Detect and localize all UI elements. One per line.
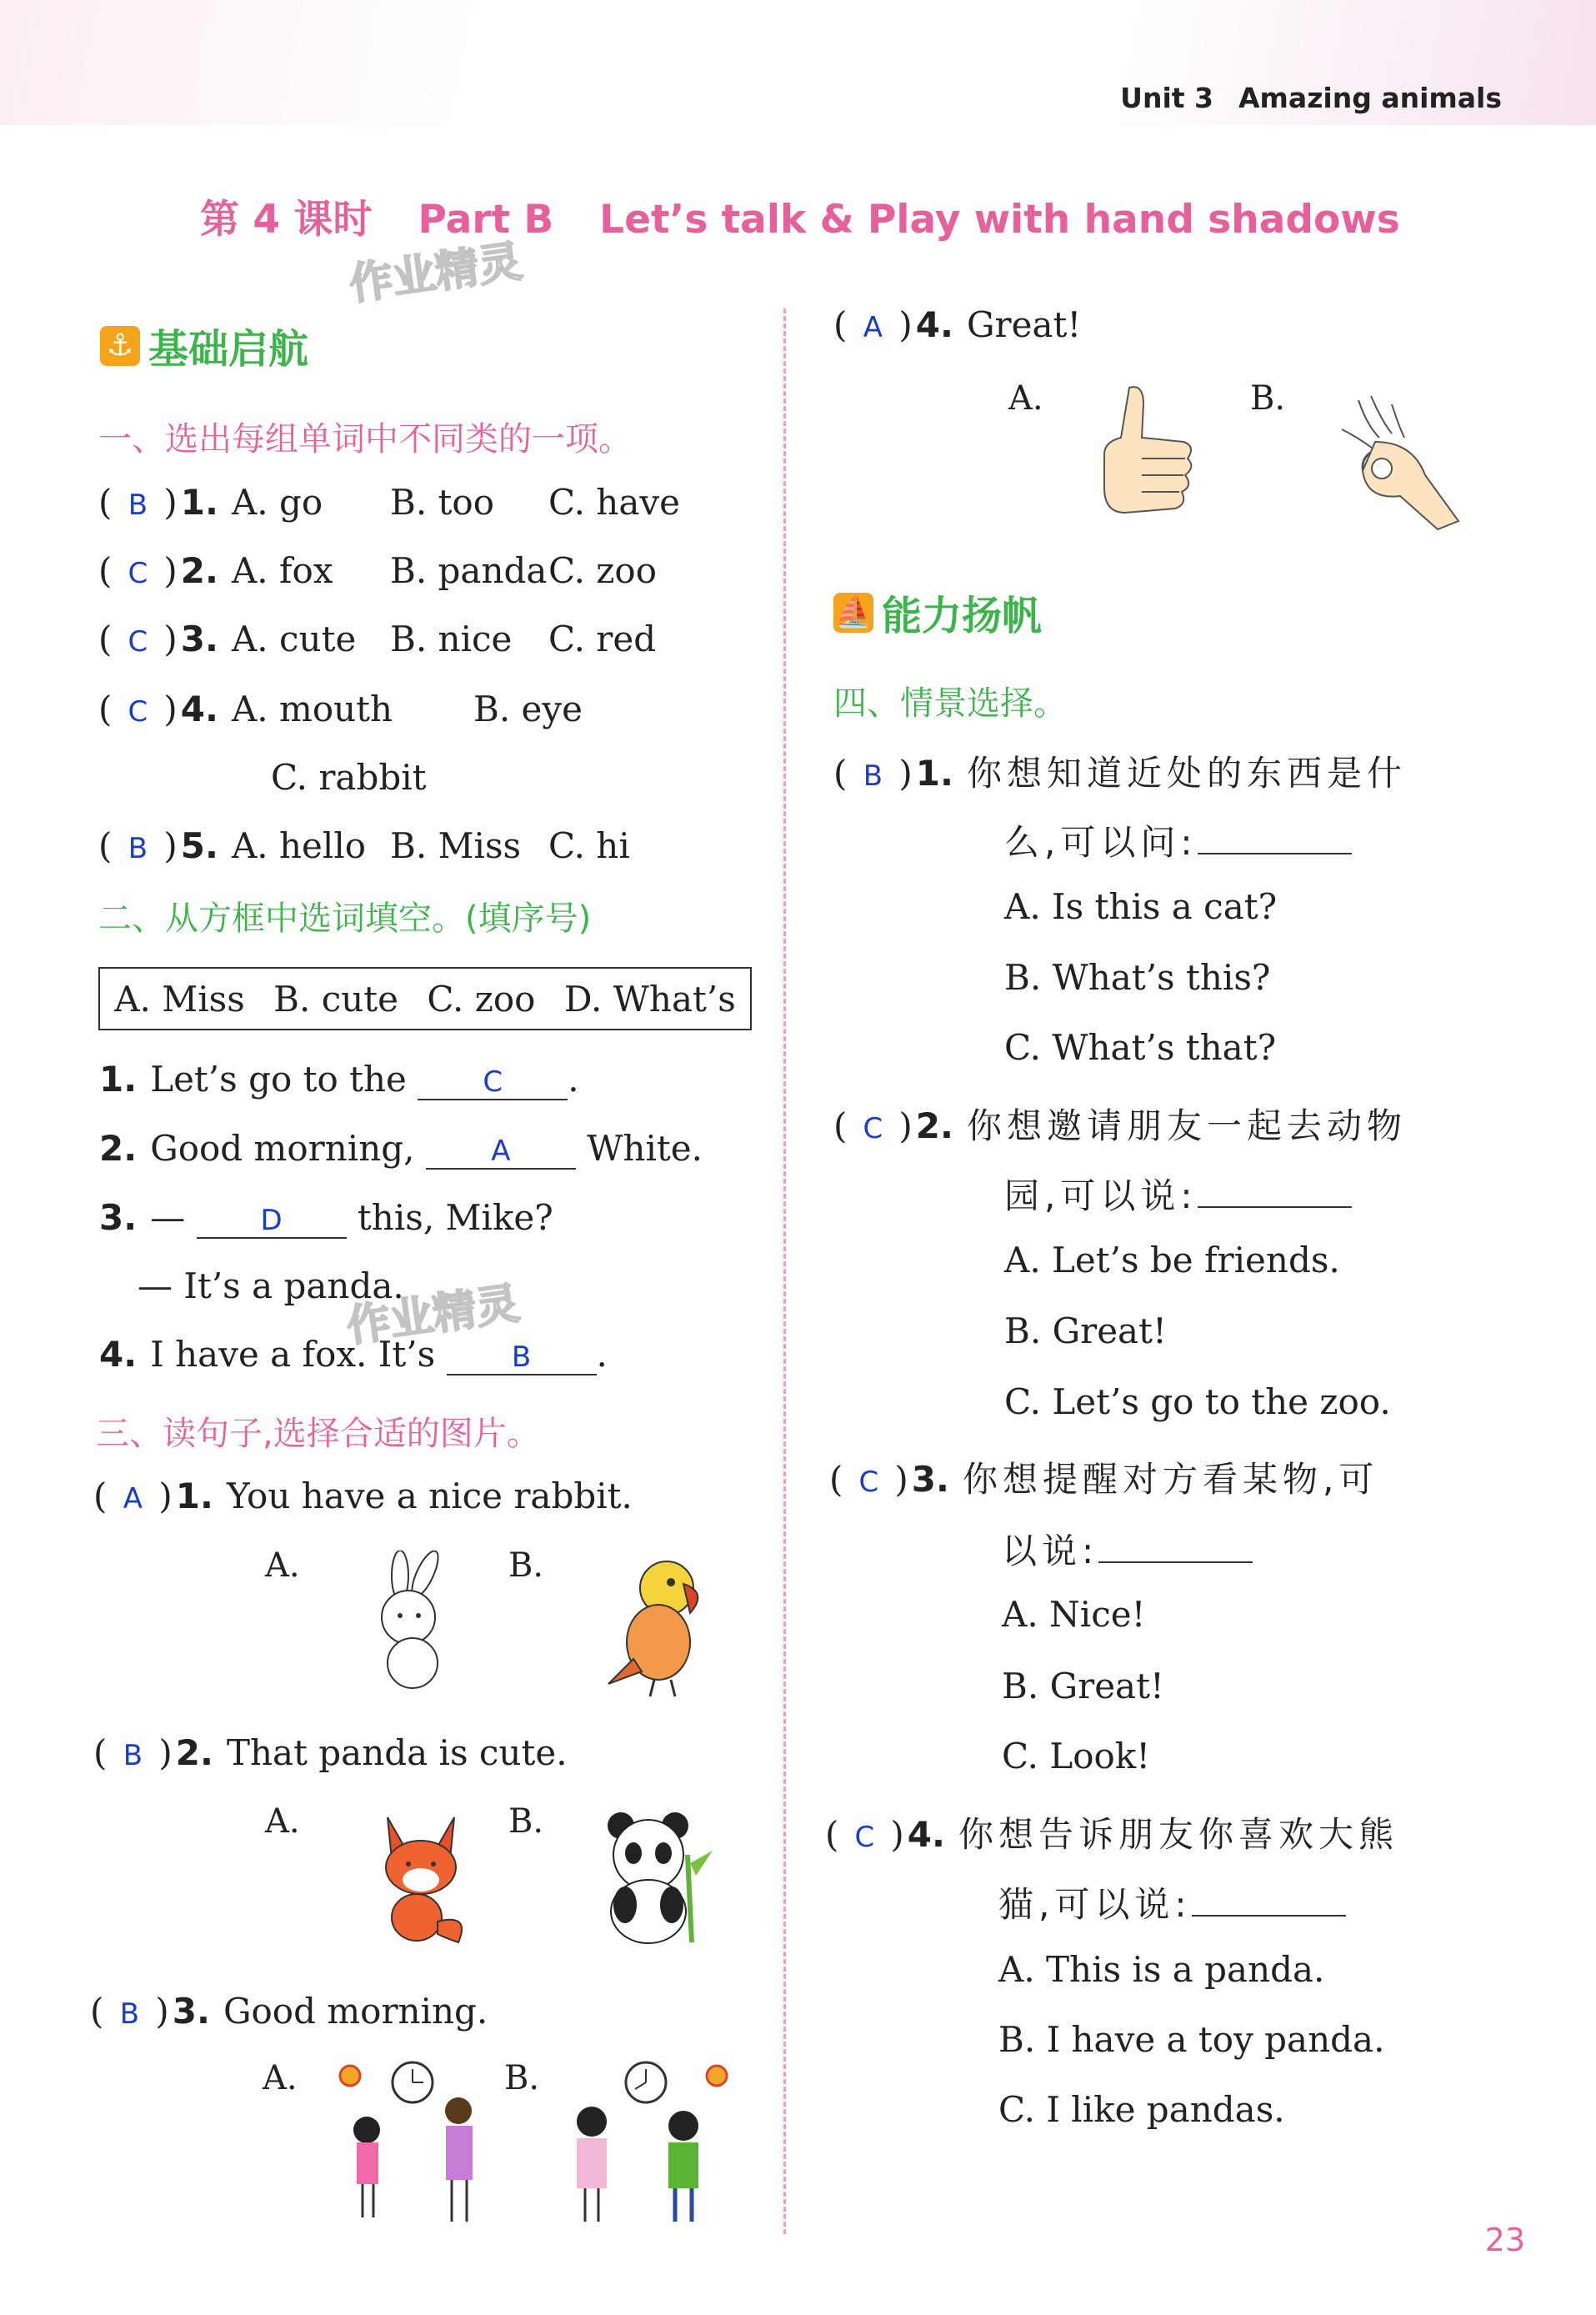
word-option: A. Miss xyxy=(114,978,245,1020)
watermark: 作业精灵 xyxy=(343,1278,523,1353)
page-number: 23 xyxy=(1484,2222,1525,2258)
scenario-question: ( C )2. 你想邀请朋友一起去动物 xyxy=(833,1105,1407,1146)
sail-icon: ⛵ xyxy=(833,593,873,633)
option-label: A. xyxy=(265,1802,300,1841)
list-item: ( C )3. A. cute B. nice C. red xyxy=(98,619,657,659)
choice-option: B. I have a toy panda. xyxy=(998,2019,1385,2060)
column-divider xyxy=(783,308,786,2234)
fill-question: 2. Good morning, A White. xyxy=(99,1128,703,1169)
picture-question: ( B )3. Good morning. xyxy=(90,1991,488,2032)
list-item: ( B )5. A. hello B. Miss C. hi xyxy=(98,825,630,866)
morning-scene-icon xyxy=(333,2059,500,2226)
option-label: B. xyxy=(1250,379,1286,418)
lesson-number: 第 4 课时 xyxy=(200,197,373,243)
list-item-continued: C. rabbit xyxy=(271,757,427,798)
unit-header: Unit 3 Amazing animals xyxy=(1120,82,1502,114)
scenario-question: ( C )3. 你想提醒对方看某物,可 xyxy=(829,1459,1379,1500)
scenario-question-cont: 猫,可以说: xyxy=(998,1877,1346,1927)
fox-icon xyxy=(367,1809,475,1947)
choice-option: C. Look! xyxy=(1002,1736,1151,1776)
list-item: ( C )4. A. mouth B. eye xyxy=(98,689,583,729)
section1-heading: 一、选出每组单词中不同类的一项。 xyxy=(98,420,632,458)
option-label: B. xyxy=(508,1802,544,1841)
choice-option: C. I like pandas. xyxy=(998,2089,1285,2130)
panda-icon xyxy=(592,1805,717,1947)
picture-question: ( A )4. Great! xyxy=(833,304,1082,345)
option-label: B. xyxy=(504,2059,540,2097)
option-label: A. xyxy=(263,2059,298,2097)
option-label: A. xyxy=(1008,379,1043,418)
anchor-icon: ⚓ xyxy=(100,326,140,366)
scenario-question-cont: 园,可以说: xyxy=(1004,1169,1352,1219)
option-label: A. xyxy=(265,1546,300,1585)
choice-option: A. This is a panda. xyxy=(998,1949,1325,1990)
section2-heading: 二、从方框中选词填空。(填序号) xyxy=(98,899,592,938)
word-option: B. cute xyxy=(273,978,399,1020)
choice-option: C. Let’s go to the zoo. xyxy=(1004,1381,1391,1422)
word-option: C. zoo xyxy=(427,978,536,1020)
picture-question: ( B )2. That panda is cute. xyxy=(93,1732,568,1773)
list-item: ( B )1. A. go B. too C. have xyxy=(98,482,680,523)
word-option: D. What’s xyxy=(563,978,736,1020)
picture-question: ( A )1. You have a nice rabbit. xyxy=(93,1476,633,1516)
choice-option: B. What’s this? xyxy=(1004,957,1271,998)
choice-option: C. What’s that? xyxy=(1004,1027,1277,1068)
scenario-question-cont: 以说: xyxy=(1002,1524,1253,1574)
rabbit-icon xyxy=(358,1551,467,1692)
section-head-basic: ⚓ 基础启航 xyxy=(100,317,308,374)
choice-option: B. Great! xyxy=(1002,1666,1164,1706)
word-box xyxy=(98,967,752,1030)
choice-option: A. Let’s be friends. xyxy=(1004,1240,1340,1280)
scenario-question: ( B )1. 你想知道近处的东西是什 xyxy=(833,753,1407,794)
ok-hand-icon xyxy=(1333,392,1467,534)
lesson-part: Part B xyxy=(418,197,554,243)
section-head-ability: ⛵ 能力扬帆 xyxy=(834,593,1043,639)
fill-question: 3. — D this, Mike? xyxy=(99,1197,553,1238)
scenario-question-cont: 么,可以问: xyxy=(1004,815,1352,865)
lesson-topic: Let’s talk & Play with hand shadows xyxy=(599,197,1400,243)
thumbs-up-icon xyxy=(1092,379,1200,534)
list-item: ( C )2. A. fox B. pandaC. zoo xyxy=(98,550,658,591)
lesson-title xyxy=(200,188,1400,244)
section3-heading: 三、读句子,选择合适的图片。 xyxy=(96,1415,540,1453)
scenario-question: ( C )4. 你想告诉朋友你喜欢大熊 xyxy=(825,1814,1398,1855)
choice-option: B. Great! xyxy=(1004,1310,1167,1351)
fill-question: 4. I have a fox. It’s B . xyxy=(99,1334,608,1375)
section4-heading: 四、情景选择。 xyxy=(833,684,1067,723)
parrot-icon xyxy=(600,1551,717,1701)
fill-question-reply: — It’s a panda. xyxy=(138,1265,404,1306)
choice-option: A. Is this a cat? xyxy=(1004,886,1278,927)
option-label: B. xyxy=(508,1546,544,1585)
choice-option: A. Nice! xyxy=(1002,1594,1146,1635)
evening-scene-icon xyxy=(558,2059,742,2226)
fill-question: 1. Let’s go to the C . xyxy=(99,1059,579,1100)
watermark: 作业精灵 xyxy=(346,236,525,311)
